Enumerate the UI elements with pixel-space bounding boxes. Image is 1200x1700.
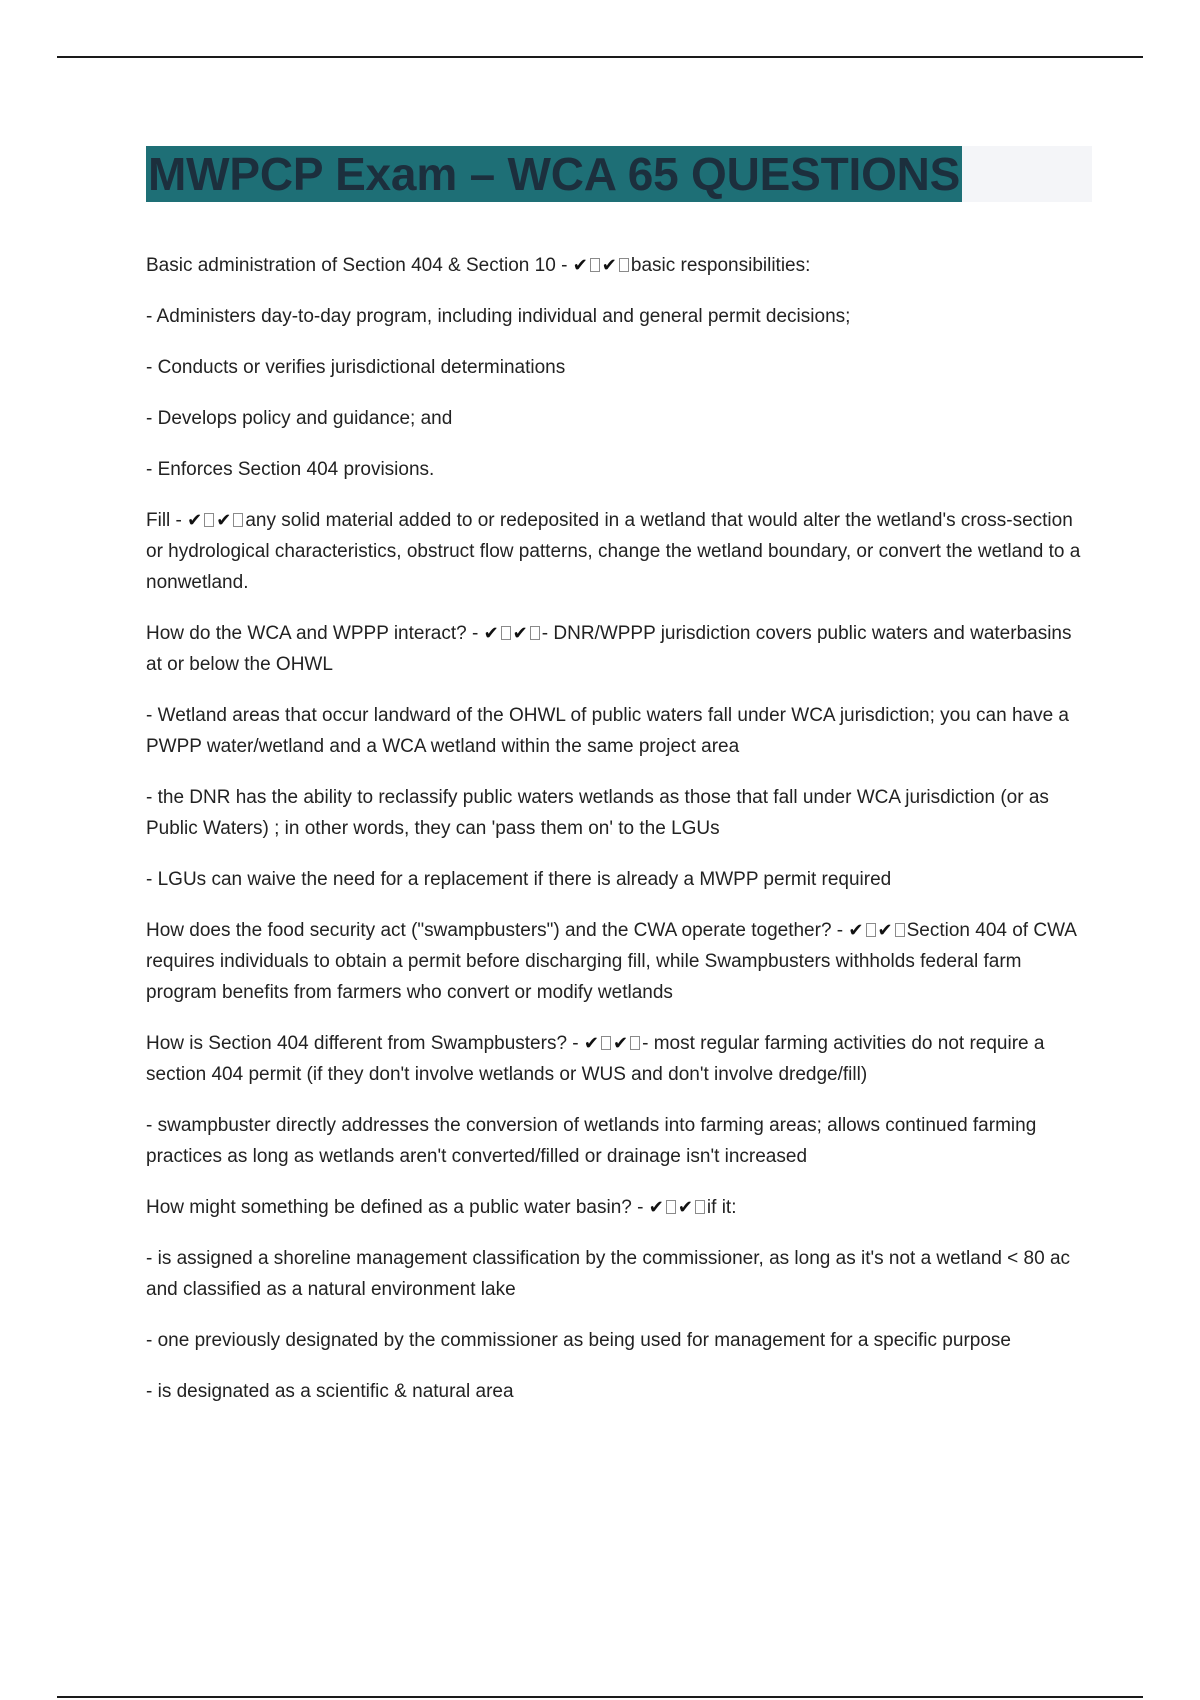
check-mark-icon: ✔ bbox=[648, 1197, 664, 1218]
missing-glyph-box-icon bbox=[695, 1200, 705, 1214]
question-answer bbox=[146, 1028, 1092, 1090]
bullet-item: - Administers day-to-day program, including individual and general permit decisions; bbox=[146, 306, 851, 327]
check-mark-icon: ✔ bbox=[677, 1197, 693, 1218]
missing-glyph-box-icon bbox=[590, 258, 600, 272]
missing-glyph-box-icon bbox=[895, 923, 905, 937]
bottom-rule bbox=[57, 1696, 1143, 1698]
check-mark-icon: ✔ bbox=[512, 623, 528, 644]
missing-glyph-box-icon bbox=[530, 626, 540, 640]
bullet-item: - Wetland areas that occur landward of the OHWL of public waters fall under WCA jurisdiction; you can have a PWPP water/wetland and a WCA wetland within the same project area bbox=[146, 705, 1070, 757]
question-text: How might something be defined as a public water basin? - bbox=[146, 1197, 649, 1218]
bullet-item: - Enforces Section 404 provisions. bbox=[146, 459, 435, 480]
check-mark-icon: ✔ bbox=[848, 920, 864, 941]
document-body bbox=[146, 250, 1092, 1427]
title-banner bbox=[146, 146, 1092, 202]
bullet-item: - the DNR has the ability to reclassify public waters wetlands as those that fall under WCA jurisdiction (or as Public Waters) ; in other words, they can 'pass them on' to the LGUs bbox=[146, 787, 1049, 839]
bullet-item: - LGUs can waive the need for a replacement if there is already a MWPP permit required bbox=[146, 869, 892, 890]
bullet-item: - Develops policy and guidance; and bbox=[146, 408, 453, 429]
answer-text: if it: bbox=[706, 1197, 737, 1218]
question-answer bbox=[146, 618, 1092, 680]
bullet-item: - Conducts or verifies jurisdictional determinations bbox=[146, 357, 566, 378]
bullet-item: - is assigned a shoreline management classification by the commissioner, as long as it's not a wetland < 80 ac and classified as a natural environment lake bbox=[146, 1248, 1071, 1300]
missing-glyph-box-icon bbox=[233, 513, 243, 527]
answer-text: Section 404 of CWA requires individuals to obtain a permit before discharging fill, while Swampbusters withholds federal farm program benefits from farmers who convert or modify wetlands bbox=[146, 920, 1076, 1003]
missing-glyph-box-icon bbox=[619, 258, 629, 272]
check-mark-icon: ✔ bbox=[877, 920, 893, 941]
check-mark-icon: ✔ bbox=[613, 1033, 629, 1054]
missing-glyph-box-icon bbox=[666, 1200, 676, 1214]
answer-text: - DNR/WPPP jurisdiction covers public waters and waterbasins at or below the OHWL bbox=[146, 623, 1072, 675]
question-answer bbox=[146, 915, 1092, 1008]
question-text: How does the food security act ("swampbusters") and the CWA operate together? - bbox=[146, 920, 849, 941]
check-mark-icon: ✔ bbox=[187, 510, 203, 531]
check-mark-icon: ✔ bbox=[572, 255, 588, 276]
check-mark-icon: ✔ bbox=[216, 510, 232, 531]
check-mark-icon: ✔ bbox=[601, 255, 617, 276]
check-mark-icon: ✔ bbox=[483, 623, 499, 644]
page-title: MWPCP Exam – WCA 65 QUESTIONS bbox=[148, 148, 961, 200]
missing-glyph-box-icon bbox=[630, 1036, 640, 1050]
missing-glyph-box-icon bbox=[501, 626, 511, 640]
answer-text: basic responsibilities: bbox=[630, 255, 811, 276]
missing-glyph-box-icon bbox=[866, 923, 876, 937]
missing-glyph-box-icon bbox=[601, 1036, 611, 1050]
question-answer bbox=[146, 1192, 1092, 1223]
top-rule bbox=[57, 56, 1143, 58]
question-text: How is Section 404 different from Swampbusters? - bbox=[146, 1033, 584, 1054]
question-text: Basic administration of Section 404 & Section 10 - bbox=[146, 255, 573, 276]
question-answer bbox=[146, 250, 1092, 281]
question-text: Fill - bbox=[146, 510, 188, 531]
question-text: How do the WCA and WPPP interact? - bbox=[146, 623, 484, 644]
answer-text: - most regular farming activities do not require a section 404 permit (if they don't involve wetlands or WUS and don't involve dredge/fill) bbox=[146, 1033, 1045, 1085]
missing-glyph-box-icon bbox=[204, 513, 214, 527]
bullet-item: - is designated as a scientific & natural area bbox=[146, 1381, 514, 1402]
check-mark-icon: ✔ bbox=[583, 1033, 599, 1054]
question-answer bbox=[146, 505, 1092, 598]
bullet-item: - swampbuster directly addresses the conversion of wetlands into farming areas; allows continued farming practices as long as wetlands aren't converted/filled or drainage isn't increased bbox=[146, 1115, 1037, 1167]
answer-text: any solid material added to or redeposited in a wetland that would alter the wetland's cross-section or hydrological characteristics, obstruct flow patterns, change the wetland boundary, or convert the wetland to a nonwetland. bbox=[146, 510, 1081, 593]
bullet-item: - one previously designated by the commissioner as being used for management for a specific purpose bbox=[146, 1330, 1011, 1351]
